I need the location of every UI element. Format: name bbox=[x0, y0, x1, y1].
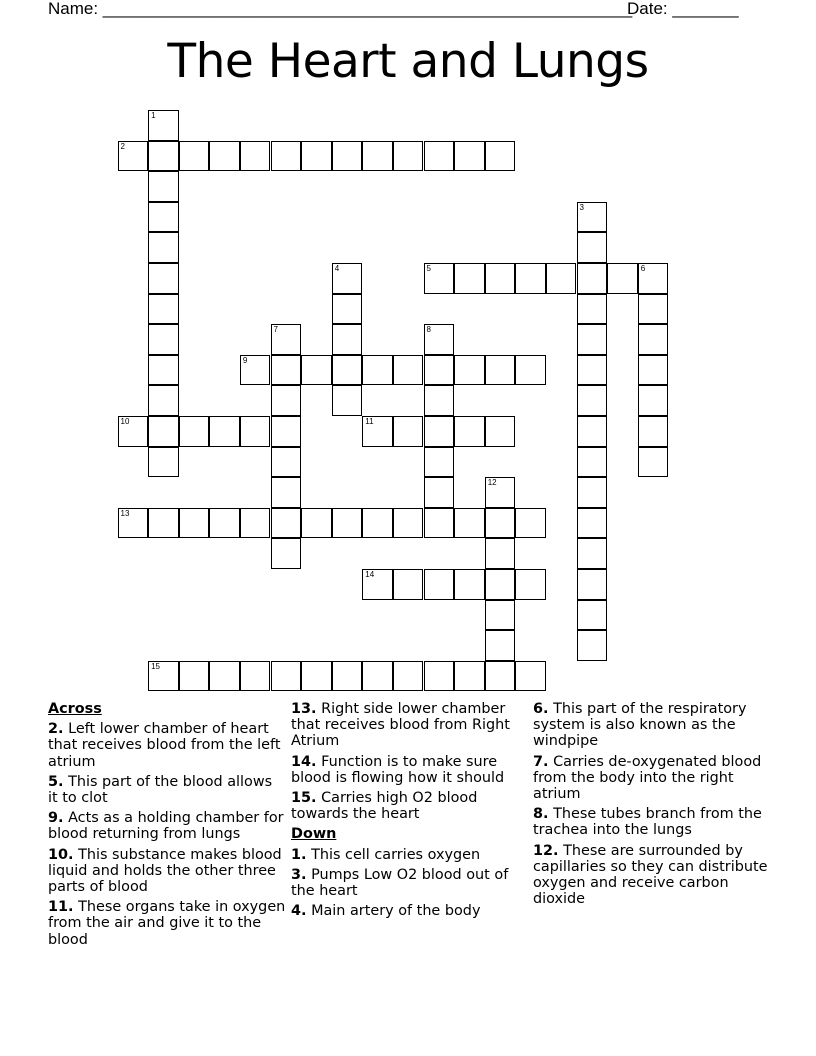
clue-item bbox=[291, 847, 529, 863]
grid-cell[interactable] bbox=[577, 202, 608, 233]
clue-item bbox=[291, 790, 529, 822]
grid-cell[interactable] bbox=[271, 477, 302, 508]
grid-cell[interactable] bbox=[362, 661, 393, 692]
grid-cell[interactable] bbox=[515, 569, 546, 600]
clue-number: 9 bbox=[242, 355, 248, 365]
grid-cell[interactable] bbox=[240, 355, 271, 386]
clue-number-label: 7. bbox=[533, 753, 549, 770]
clue-number-label: 2. bbox=[48, 721, 64, 738]
grid-cell[interactable] bbox=[362, 416, 393, 447]
grid-cell[interactable] bbox=[454, 416, 485, 447]
grid-cell[interactable] bbox=[485, 630, 516, 661]
grid-cell[interactable] bbox=[332, 324, 363, 355]
clue-text: Main artery of the body bbox=[311, 903, 481, 920]
clue-item bbox=[291, 903, 529, 919]
grid-cell[interactable] bbox=[485, 416, 516, 447]
grid-cell[interactable] bbox=[362, 569, 393, 600]
grid-cell[interactable] bbox=[577, 232, 608, 263]
grid-cell[interactable] bbox=[148, 508, 179, 539]
clue-item bbox=[48, 721, 286, 770]
grid-cell[interactable] bbox=[362, 355, 393, 386]
clue-number-label: 15. bbox=[291, 790, 317, 807]
clue-number-label: 3. bbox=[291, 866, 307, 883]
grid-cell[interactable] bbox=[271, 661, 302, 692]
grid-cell[interactable] bbox=[148, 324, 179, 355]
grid-cell[interactable] bbox=[577, 538, 608, 569]
grid-cell[interactable] bbox=[454, 355, 485, 386]
grid-cell[interactable] bbox=[607, 263, 638, 294]
clue-number: 13 bbox=[120, 508, 130, 518]
grid-cell[interactable] bbox=[577, 385, 608, 416]
grid-cell[interactable] bbox=[485, 661, 516, 692]
clue-item bbox=[533, 843, 771, 908]
clue-number-label: 1. bbox=[291, 846, 307, 863]
grid-cell[interactable] bbox=[515, 661, 546, 692]
clue-column-1 bbox=[48, 701, 286, 952]
grid-cell[interactable] bbox=[424, 263, 455, 294]
clue-number-label: 6. bbox=[533, 701, 549, 717]
grid-cell[interactable] bbox=[515, 263, 546, 294]
grid-cell[interactable] bbox=[332, 294, 363, 325]
clue-number-label: 12. bbox=[533, 842, 559, 859]
clue-text: Left lower chamber of heart that receives blood from the left atrium bbox=[48, 721, 281, 770]
grid-cell[interactable] bbox=[454, 661, 485, 692]
grid-cell[interactable] bbox=[332, 263, 363, 294]
grid-cell[interactable] bbox=[393, 141, 424, 172]
grid-cell[interactable] bbox=[148, 294, 179, 325]
grid-cell[interactable] bbox=[485, 600, 516, 631]
grid-cell[interactable] bbox=[638, 294, 669, 325]
grid-cell[interactable] bbox=[638, 447, 669, 478]
grid-cell[interactable] bbox=[148, 141, 179, 172]
grid-cell[interactable] bbox=[485, 141, 516, 172]
clue-number-label: 13. bbox=[291, 701, 317, 717]
clue-item bbox=[533, 806, 771, 838]
grid-cell[interactable] bbox=[454, 569, 485, 600]
clue-text: Pumps Low O2 blood out of the heart bbox=[291, 866, 509, 900]
clue-number-label: 9. bbox=[48, 810, 64, 827]
grid-cell[interactable] bbox=[332, 355, 363, 386]
grid-cell[interactable] bbox=[362, 508, 393, 539]
clue-text: This part of the blood allows it to clot bbox=[48, 773, 273, 807]
clue-item bbox=[48, 847, 286, 896]
grid-cell[interactable] bbox=[148, 447, 179, 478]
grid-cell[interactable] bbox=[515, 508, 546, 539]
grid-cell[interactable] bbox=[271, 538, 302, 569]
clue-number: 11 bbox=[365, 417, 374, 426]
grid-cell[interactable] bbox=[240, 416, 271, 447]
grid-cell[interactable] bbox=[301, 355, 332, 386]
name-field-label: Name: ________________________________________________________ bbox=[48, 0, 633, 18]
grid-cell[interactable] bbox=[301, 141, 332, 172]
grid-cell[interactable] bbox=[118, 416, 149, 447]
grid-cell[interactable] bbox=[577, 294, 608, 325]
clue-number: 12 bbox=[487, 478, 497, 488]
grid-cell[interactable] bbox=[424, 385, 455, 416]
grid-cell[interactable] bbox=[638, 385, 669, 416]
grid-cell[interactable] bbox=[209, 508, 240, 539]
clue-number: 2 bbox=[120, 141, 125, 151]
grid-cell[interactable] bbox=[577, 355, 608, 386]
grid-cell[interactable] bbox=[271, 416, 302, 447]
grid-cell[interactable] bbox=[118, 141, 149, 172]
grid-cell[interactable] bbox=[271, 385, 302, 416]
grid-cell[interactable] bbox=[424, 569, 455, 600]
clue-text: Carries de-oxygenated blood from the body into the right atrium bbox=[533, 753, 762, 803]
clue-text: Right side lower chamber that receives blood from Right Atrium bbox=[291, 701, 510, 750]
clue-section-heading: Across bbox=[48, 701, 102, 717]
clue-text: These tubes branch from the trachea into the lungs bbox=[533, 806, 762, 839]
clue-number: 3 bbox=[579, 202, 584, 212]
clue-item bbox=[48, 899, 286, 948]
grid-cell[interactable] bbox=[577, 600, 608, 631]
grid-cell[interactable] bbox=[271, 141, 302, 172]
grid-cell[interactable] bbox=[515, 355, 546, 386]
grid-cell[interactable] bbox=[577, 263, 608, 294]
grid-cell[interactable] bbox=[209, 661, 240, 692]
clue-number: 10 bbox=[120, 417, 130, 426]
clue-number: 6 bbox=[640, 264, 646, 273]
clue-number: 8 bbox=[426, 325, 431, 335]
clue-item bbox=[291, 867, 529, 899]
clue-number-label: 14. bbox=[291, 753, 317, 770]
grid-cell[interactable] bbox=[271, 355, 302, 386]
grid-cell[interactable] bbox=[424, 447, 455, 478]
clue-item bbox=[533, 701, 771, 750]
clue-number: 5 bbox=[426, 264, 431, 273]
clue-number: 4 bbox=[334, 264, 340, 273]
grid-cell[interactable] bbox=[454, 508, 485, 539]
grid-cell[interactable] bbox=[271, 508, 302, 539]
clue-number-label: 10. bbox=[48, 846, 74, 863]
grid-cell[interactable] bbox=[148, 385, 179, 416]
grid-cell[interactable] bbox=[332, 385, 363, 416]
grid-cell[interactable] bbox=[118, 508, 149, 539]
grid-cell[interactable] bbox=[393, 569, 424, 600]
clue-item bbox=[533, 754, 771, 803]
grid-cell[interactable] bbox=[271, 324, 302, 355]
grid-cell[interactable] bbox=[148, 416, 179, 447]
clue-column-2 bbox=[291, 701, 529, 923]
grid-cell[interactable] bbox=[271, 447, 302, 478]
grid-cell[interactable] bbox=[209, 141, 240, 172]
grid-cell[interactable] bbox=[577, 324, 608, 355]
grid-cell[interactable] bbox=[577, 508, 608, 539]
clue-item bbox=[291, 701, 529, 750]
grid-cell[interactable] bbox=[332, 661, 363, 692]
grid-cell[interactable] bbox=[148, 661, 179, 692]
grid-cell[interactable] bbox=[485, 263, 516, 294]
grid-cell[interactable] bbox=[240, 661, 271, 692]
grid-cell[interactable] bbox=[240, 508, 271, 539]
grid-cell[interactable] bbox=[148, 110, 179, 141]
clue-number: 14 bbox=[365, 570, 375, 579]
grid-cell[interactable] bbox=[148, 355, 179, 386]
grid-cell[interactable] bbox=[332, 508, 363, 539]
date-field-label: Date: _______ bbox=[627, 0, 739, 18]
clue-text: This cell carries oxygen bbox=[311, 846, 481, 863]
grid-cell[interactable] bbox=[577, 477, 608, 508]
grid-cell[interactable] bbox=[424, 661, 455, 692]
clue-number-label: 4. bbox=[291, 903, 307, 920]
grid-cell[interactable] bbox=[148, 263, 179, 294]
grid-cell[interactable] bbox=[301, 661, 332, 692]
grid-cell[interactable] bbox=[485, 569, 516, 600]
grid-cell[interactable] bbox=[332, 141, 363, 172]
grid-cell[interactable] bbox=[179, 141, 210, 172]
grid-cell[interactable] bbox=[424, 508, 455, 539]
grid-cell[interactable] bbox=[546, 263, 577, 294]
grid-cell[interactable] bbox=[454, 141, 485, 172]
grid-cell[interactable] bbox=[638, 355, 669, 386]
page-title: The Heart and Lungs bbox=[167, 34, 649, 89]
grid-cell[interactable] bbox=[485, 477, 516, 508]
grid-cell[interactable] bbox=[577, 569, 608, 600]
grid-cell[interactable] bbox=[393, 508, 424, 539]
grid-cell[interactable] bbox=[485, 355, 516, 386]
grid-cell[interactable] bbox=[454, 263, 485, 294]
grid-cell[interactable] bbox=[362, 141, 393, 172]
clue-number: 1 bbox=[151, 111, 156, 120]
grid-cell[interactable] bbox=[577, 447, 608, 478]
grid-cell[interactable] bbox=[485, 538, 516, 569]
grid-cell[interactable] bbox=[148, 232, 179, 263]
clue-text: This part of the respiratory system is also known as the windpipe bbox=[533, 701, 747, 750]
clue-item bbox=[48, 774, 286, 806]
grid-cell[interactable] bbox=[179, 508, 210, 539]
grid-cell[interactable] bbox=[424, 141, 455, 172]
grid-cell[interactable] bbox=[424, 324, 455, 355]
clue-text: These are surrounded by capillaries so they can distribute oxygen and receive carbon dioxide bbox=[533, 842, 768, 908]
clue-text: Function is to make sure blood is flowing how it should bbox=[291, 753, 505, 786]
grid-cell[interactable] bbox=[393, 661, 424, 692]
grid-cell[interactable] bbox=[240, 141, 271, 172]
clue-text: Carries high O2 blood towards the heart bbox=[291, 790, 478, 823]
clue-item bbox=[48, 810, 286, 842]
grid-cell[interactable] bbox=[301, 508, 332, 539]
clue-text: These organs take in oxygen from the air and give it to the blood bbox=[48, 899, 286, 948]
grid-cell[interactable] bbox=[485, 508, 516, 539]
grid-cell[interactable] bbox=[148, 202, 179, 233]
clue-section-heading: Down bbox=[291, 826, 337, 843]
grid-cell[interactable] bbox=[393, 355, 424, 386]
grid-cell[interactable] bbox=[577, 416, 608, 447]
grid-cell[interactable] bbox=[638, 324, 669, 355]
grid-cell[interactable] bbox=[148, 171, 179, 202]
grid-cell[interactable] bbox=[638, 263, 669, 294]
grid-cell[interactable] bbox=[424, 416, 455, 447]
clue-number-label: 11. bbox=[48, 899, 74, 916]
grid-cell[interactable] bbox=[209, 416, 240, 447]
grid-cell[interactable] bbox=[638, 416, 669, 447]
grid-cell[interactable] bbox=[577, 630, 608, 661]
clue-number-label: 8. bbox=[533, 806, 549, 823]
clue-text: Acts as a holding chamber for blood returning from lungs bbox=[48, 810, 284, 843]
clue-item bbox=[291, 754, 529, 786]
clue-number: 7 bbox=[273, 325, 278, 335]
grid-cell[interactable] bbox=[424, 477, 455, 508]
clue-number: 15 bbox=[151, 661, 160, 671]
clue-column-3 bbox=[533, 701, 771, 911]
clue-text: This substance makes blood liquid and holds the other three parts of blood bbox=[48, 846, 282, 896]
grid-cell[interactable] bbox=[393, 416, 424, 447]
clue-number-label: 5. bbox=[48, 773, 64, 790]
grid-cell[interactable] bbox=[179, 661, 210, 692]
grid-cell[interactable] bbox=[179, 416, 210, 447]
grid-cell[interactable] bbox=[424, 355, 455, 386]
